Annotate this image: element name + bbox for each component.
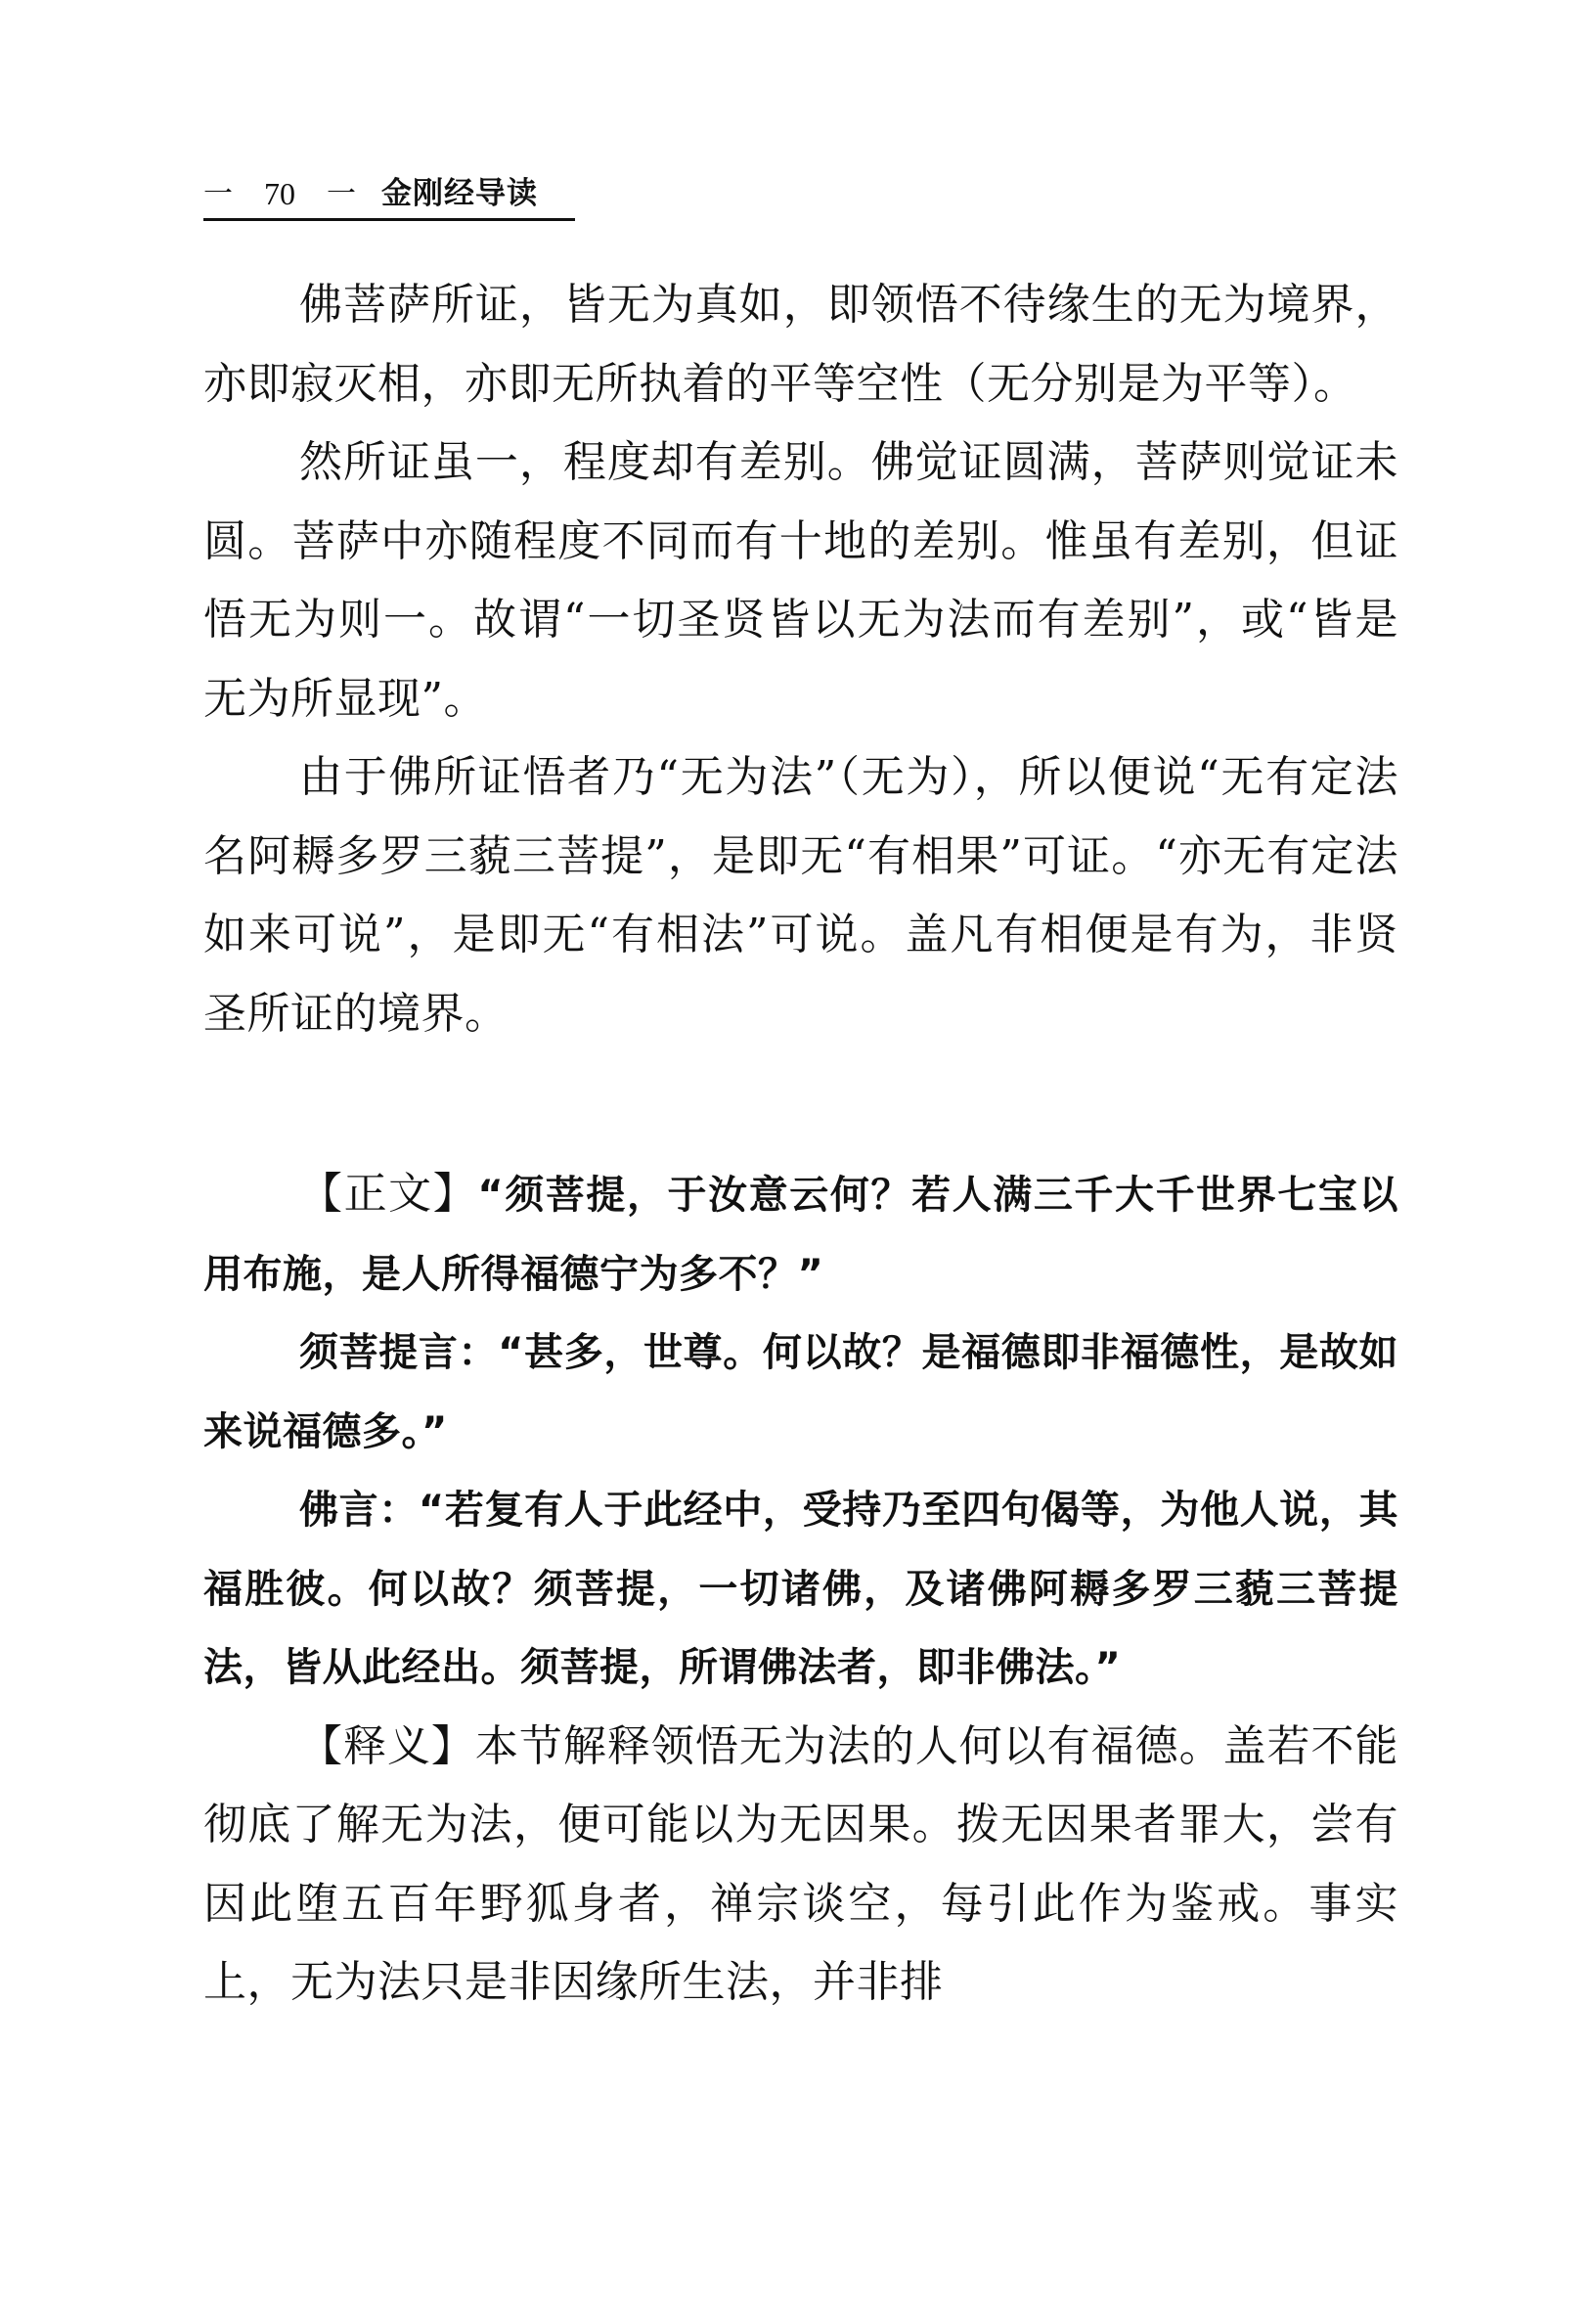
- scripture-paragraph-1: [203, 1155, 1398, 1314]
- scripture-label: 【正文】: [299, 1169, 478, 1219]
- commentary-text: 本节解释领悟无为法的人何以有福德。盖若不能彻底了解无为法，便可能以为无因果。拨无因果者罪大，尝有因此堕五百年野狐身者，禅宗谈空，每引此作为鉴戒。事实上，无为法只是非因缘所生法，并非排: [203, 1720, 1399, 2007]
- running-header: [203, 166, 575, 221]
- page-body: [203, 266, 1398, 2023]
- header-dash-left: 一: [203, 177, 233, 211]
- book-title: 金刚经导读: [381, 176, 538, 211]
- commentary-label: 【释义】: [299, 1720, 475, 1771]
- paragraph-2: 然所证虽一，程度却有差别。佛觉证圆满，菩萨则觉证未圆。菩萨中亦随程度不同而有十地的差别。惟虽有差别，但证悟无为则一。故谓“一切圣贤皆以无为法而有差别”，或“皆是无为所显现”。: [203, 437, 1398, 724]
- page-number: 70: [264, 176, 295, 211]
- commentary-paragraph: [203, 1708, 1398, 2023]
- scripture-text-1: “须菩提，于汝意云何？若人满三千大千世界七宝以用布施，是人所得福德宁为多不？”: [203, 1173, 1398, 1297]
- paragraph-1: 佛菩萨所证，皆无为真如，即领悟不待缘生的无为境界，亦即寂灭相，亦即无所执着的平等空性（无分别是为平等）。: [203, 280, 1398, 409]
- header-dash-right: 一: [327, 177, 356, 211]
- scripture-paragraph-2: 须菩提言：“甚多，世尊。何以故？是福德即非福德性，是故如来说福德多。”: [203, 1330, 1398, 1454]
- paragraph-3: 由于佛所证悟者乃“无为法”（无为），所以便说“无有定法名阿耨多罗三藐三菩提”，是即无“有相果”可证。“亦无有定法如来可说”，是即无“有相法”可说。盖凡有相便是有为，非贤圣所证的境界。: [203, 752, 1398, 1039]
- scripture-paragraph-3: 佛言：“若复有人于此经中，受持乃至四句偈等，为他人说，其福胜彼。何以故？须菩提，一切诸佛，及诸佛阿耨多罗三藐三菩提法，皆从此经出。须菩提，所谓佛法者，即非佛法。”: [203, 1488, 1398, 1690]
